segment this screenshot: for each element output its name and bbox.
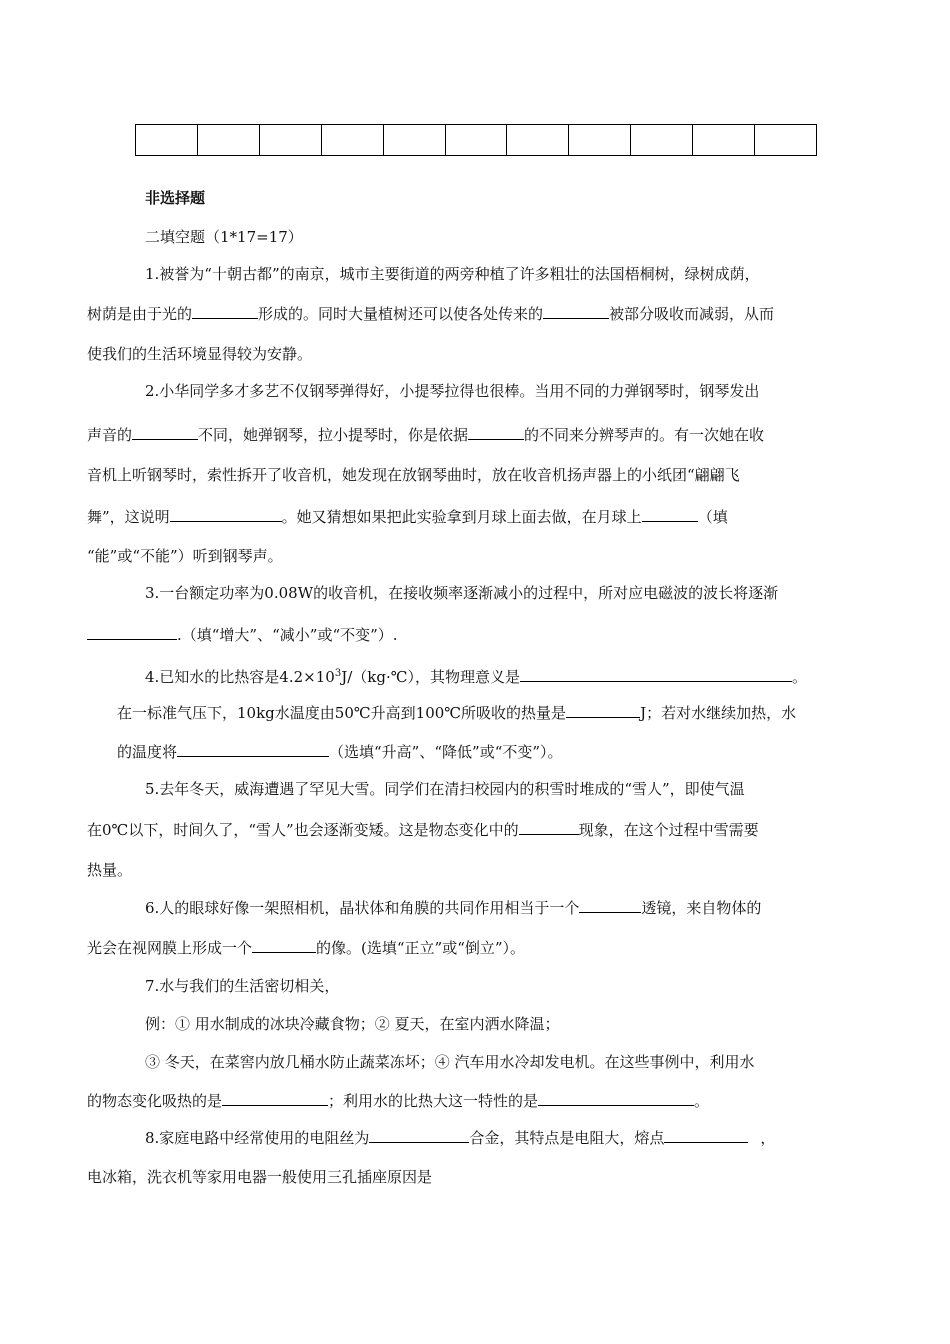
q8-text-b: 合金，其特点是电阻大，熔点 (469, 1129, 665, 1147)
q2-blank-2[interactable] (468, 425, 524, 440)
q1-line-2 (87, 303, 774, 325)
q2-line-4 (87, 506, 728, 528)
q7-line-1: 7.水与我们的生活密切相关， (145, 977, 340, 995)
answer-cell[interactable] (507, 125, 569, 156)
q4-superscript: 3 (334, 668, 342, 679)
q4-line-1 (145, 663, 807, 688)
q4-text-b: J/（kg·℃），其物理意义是 (341, 668, 521, 686)
q4-text-d: 在一标准气压下，10kg水温度由50℃升高到100℃所吸收的热量是 (117, 704, 567, 722)
q4-blank-1[interactable] (520, 667, 792, 682)
answer-cell[interactable] (569, 125, 631, 156)
q6-line-1 (145, 897, 761, 919)
q8-line-1 (145, 1127, 775, 1149)
q5-line-2 (87, 819, 759, 841)
q2-text-a: 声音的 (87, 426, 133, 444)
q2-blank-3[interactable] (170, 507, 282, 522)
q7-blank-2[interactable] (538, 1091, 694, 1106)
q6-line-2 (87, 937, 525, 959)
q1-text-c: 被部分吸收而减弱，从而 (609, 305, 775, 323)
q7-text-b: ；利用水的比热大这一特性的是 (328, 1092, 539, 1110)
answer-cell[interactable] (321, 125, 383, 156)
answer-cell[interactable] (136, 125, 198, 156)
answer-cell[interactable] (631, 125, 693, 156)
q7-line-2: 例：① 用水制成的冰块冷藏食物；② 夏天，在室内洒水降温； (145, 1015, 560, 1033)
q4-text-c: 。 (792, 668, 808, 686)
q2-text-b: 不同，她弹钢琴，拉小提琴时，你是依据 (198, 426, 469, 444)
q7-line-4 (87, 1090, 709, 1112)
q1-blank-1[interactable] (192, 304, 258, 319)
q4-text-g: （选填“升高”、“降低”或“不变”）。 (329, 743, 563, 761)
section-title: 非选择题 (145, 189, 206, 207)
q4-line-3 (117, 741, 563, 763)
q3-text: .（填“增大”、“减小”或“不变”）. (177, 626, 398, 644)
q5-text-a: 在0℃以下，时间久了，“雪人”也会逐渐变矮。这是物态变化中的 (87, 821, 519, 839)
q2-line-2 (87, 424, 764, 446)
answer-table-row (136, 125, 817, 156)
q1-line-1: 1.被誉为“十朝古都”的南京，城市主要街道的两旁种植了许多粗壮的法国梧桐树，绿树成荫， (145, 265, 760, 283)
q3-line-1: 3.一台额定功率为0.08W的收音机，在接收频率逐渐减小的过程中，所对应电磁波的波长将逐渐 (145, 584, 779, 602)
q4-line-2 (117, 702, 796, 724)
q1-line-3: 使我们的生活环境显得较为安静。 (87, 345, 313, 363)
answer-cell[interactable] (383, 125, 445, 156)
q6-text-c: 光会在视网膜上形成一个 (87, 939, 253, 957)
q7-blank-1[interactable] (222, 1091, 328, 1106)
q2-blank-4[interactable] (642, 507, 698, 522)
q7-text-c: 。 (694, 1092, 710, 1110)
q5-line-1: 5.去年冬天，威海遭遇了罕见大雪。同学们在清扫校园内的积雪时堆成的“雪人”，即使气温 (145, 780, 745, 798)
q1-text-b: 形成的。同时大量植树还可以使各处传来的 (258, 305, 544, 323)
q6-text-a: 6.人的眼球好像一架照相机，晶状体和角膜的共同作用相当于一个 (145, 899, 580, 917)
q5-blank-1[interactable] (519, 820, 579, 835)
q6-blank-2[interactable] (252, 938, 316, 953)
q5-line-3: 热量。 (87, 861, 133, 879)
q8-blank-2[interactable] (664, 1128, 748, 1143)
q2-text-d: 舞”，这说明 (87, 508, 170, 526)
answer-cell[interactable] (755, 125, 817, 156)
q8-text-a: 8.家庭电路中经常使用的电阻丝为 (145, 1129, 370, 1147)
q4-blank-3[interactable] (177, 742, 329, 757)
q2-blank-1[interactable] (132, 425, 198, 440)
q6-text-d: 的像。(选填“正立”或“倒立”）。 (316, 939, 526, 957)
q6-blank-1[interactable] (579, 898, 641, 913)
q2-line-5: “能”或“不能”）听到钢琴声。 (87, 547, 283, 565)
q4-text-a: 4.已知水的比热容是4.2×10 (145, 668, 335, 686)
subsection-title: 二填空题（1*17=17） (145, 228, 303, 246)
answer-cell[interactable] (197, 125, 259, 156)
q2-line-1: 2.小华同学多才多艺不仅钢琴弹得好，小提琴拉得也很棒。当用不同的力弹钢琴时，钢琴发出 (145, 382, 760, 400)
q2-line-3: 音机上听钢琴时，索性拆开了收音机，她发现在放钢琴曲时，放在收音机扬声器上的小纸团“翩翩飞 (87, 466, 740, 484)
q2-text-c: 的不同来分辨琴声的。有一次她在收 (524, 426, 765, 444)
q1-text-a: 树荫是由于光的 (87, 305, 193, 323)
q8-blank-1[interactable] (369, 1128, 469, 1143)
q1-blank-2[interactable] (543, 304, 609, 319)
q6-text-b: 透镜，来自物体的 (641, 899, 762, 917)
q4-text-f: 的温度将 (117, 743, 178, 761)
answer-cell[interactable] (259, 125, 321, 156)
answer-cell[interactable] (693, 125, 755, 156)
q3-line-2 (87, 624, 398, 646)
q2-text-e: 。她又猜想如果把此实验拿到月球上面去做，在月球上 (281, 508, 642, 526)
q4-blank-2[interactable] (566, 703, 640, 718)
q8-text-c: ， (760, 1129, 776, 1147)
answer-table (135, 124, 817, 156)
q8-line-2: 电冰箱，洗衣机等家用电器一般使用三孔插座原因是 (87, 1168, 433, 1186)
q5-text-b: 现象，在这个过程中雪需要 (578, 821, 759, 839)
answer-cell[interactable] (445, 125, 507, 156)
q7-text-a: 的物态变化吸热的是 (87, 1092, 223, 1110)
q3-blank-1[interactable] (87, 625, 177, 640)
q4-text-e: J；若对水继续加热，水 (640, 704, 797, 722)
q7-line-3: ③ 冬天，在菜窖内放几桶水防止蔬菜冻坏；④ 汽车用水冷却发电机。在这些事例中，利用水 (145, 1053, 755, 1071)
q2-text-f: （填 (697, 508, 728, 526)
